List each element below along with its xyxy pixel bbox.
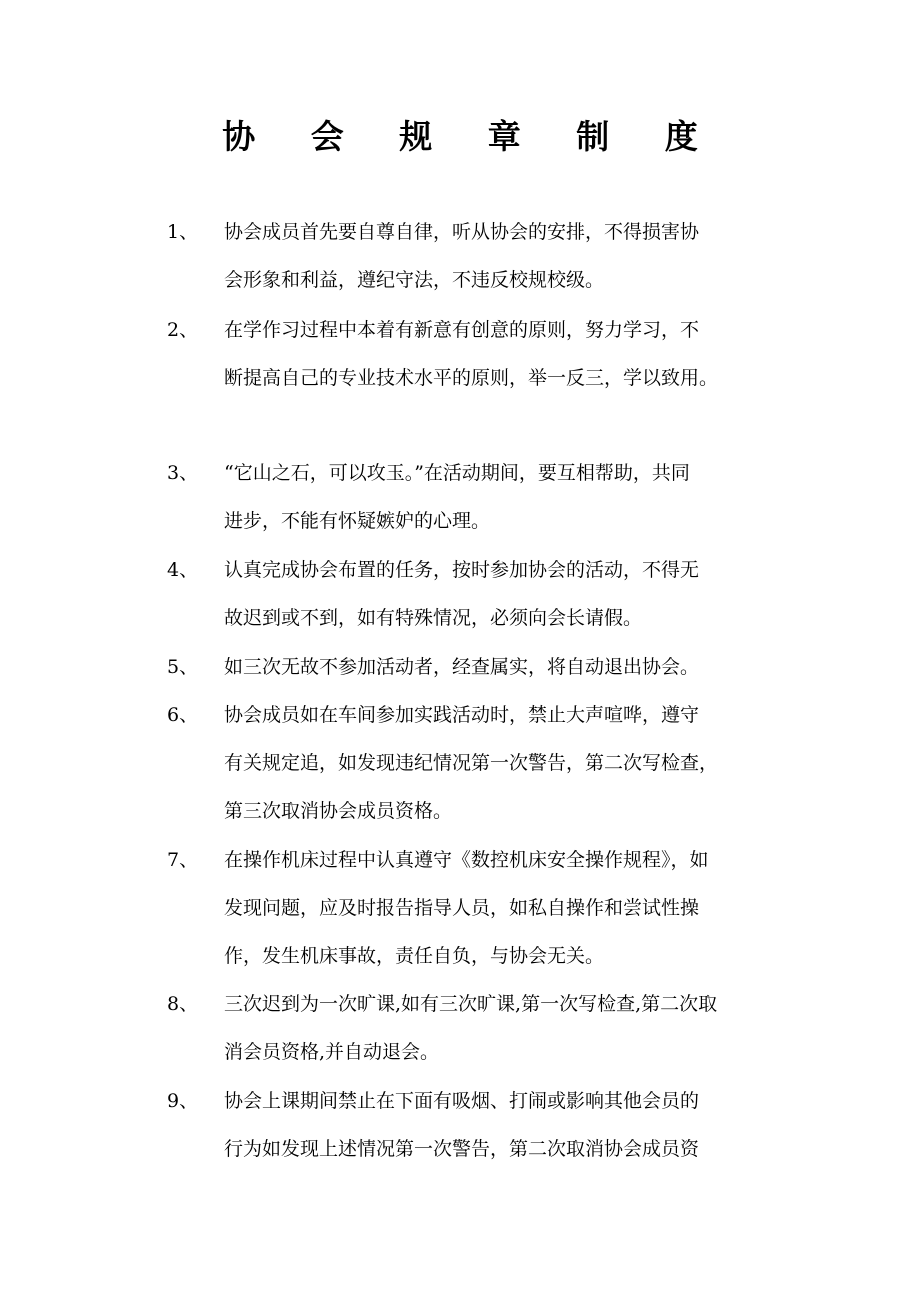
rule-number: 8、 <box>167 993 199 1015</box>
rule-line: 在操作机床过程中认真遵守《数控机床安全操作规程》，如 <box>224 849 709 871</box>
rule-line: “它山之石，可以攻玉。”在活动期间，要互相帮助，共同 <box>224 462 690 484</box>
rule-line: 三次迟到为一次旷课,如有三次旷课,第一次写检查,第二次取 <box>224 993 718 1015</box>
rule-text <box>224 643 794 691</box>
rule-line: 消会员资格,并自动退会。 <box>224 1041 440 1063</box>
rule-text <box>224 306 794 402</box>
rule-number: 2、 <box>167 319 199 341</box>
rule-line: 认真完成协会布置的任务，按时参加协会的活动，不得无 <box>224 559 700 581</box>
rule-text <box>224 449 794 545</box>
rule-line: 故迟到或不到，如有特殊情况，必须向会长请假。 <box>224 607 643 629</box>
rule-line: 有关规定追，如发现违纪情况第一次警告，第二次写检查， <box>224 752 719 774</box>
rule-text <box>224 691 794 835</box>
page-title: 协 会 规 章 制 度 <box>222 117 720 156</box>
rule-line: 行为如发现上述情况第一次警告，第二次取消协会成员资 <box>224 1138 700 1160</box>
rule-line: 在学作习过程中本着有新意有创意的原则，努力学习，不 <box>224 319 700 341</box>
rule-line: 发现问题，应及时报告指导人员，如私自操作和尝试性操 <box>224 897 700 919</box>
rule-line: 断提高自己的专业技术水平的原则，举一反三，学以致用。 <box>224 367 719 389</box>
rule-number: 4、 <box>167 559 199 581</box>
rule-text <box>224 208 794 304</box>
rule-number: 6、 <box>167 704 199 726</box>
rule-line: 协会上课期间禁止在下面有吸烟、打闹或影响其他会员的 <box>224 1090 700 1112</box>
rule-line: 进步，不能有怀疑嫉妒的心理。 <box>224 510 491 532</box>
rule-number: 3、 <box>167 462 199 484</box>
rule-line: 第三次取消协会成员资格。 <box>224 800 453 822</box>
rule-text <box>224 546 794 642</box>
rule-line: 如三次无故不参加活动者，经查属实，将自动退出协会。 <box>224 656 700 678</box>
rule-line: 协会成员如在车间参加实践活动时，禁止大声喧哗，遵守 <box>224 704 700 726</box>
rule-line: 会形象和利益，遵纪守法，不违反校规校级。 <box>224 269 605 291</box>
rule-text <box>224 836 794 980</box>
rule-number: 7、 <box>167 849 199 871</box>
rule-line: 作，发生机床事故，责任自负，与协会无关。 <box>224 945 605 967</box>
rule-number: 5、 <box>167 656 199 678</box>
rule-number: 9、 <box>167 1090 199 1112</box>
rule-text <box>224 1077 794 1173</box>
rule-line: 协会成员首先要自尊自律，听从协会的安排，不得损害协 <box>224 221 700 243</box>
rule-text <box>224 980 794 1076</box>
rule-number: 1、 <box>167 221 199 243</box>
